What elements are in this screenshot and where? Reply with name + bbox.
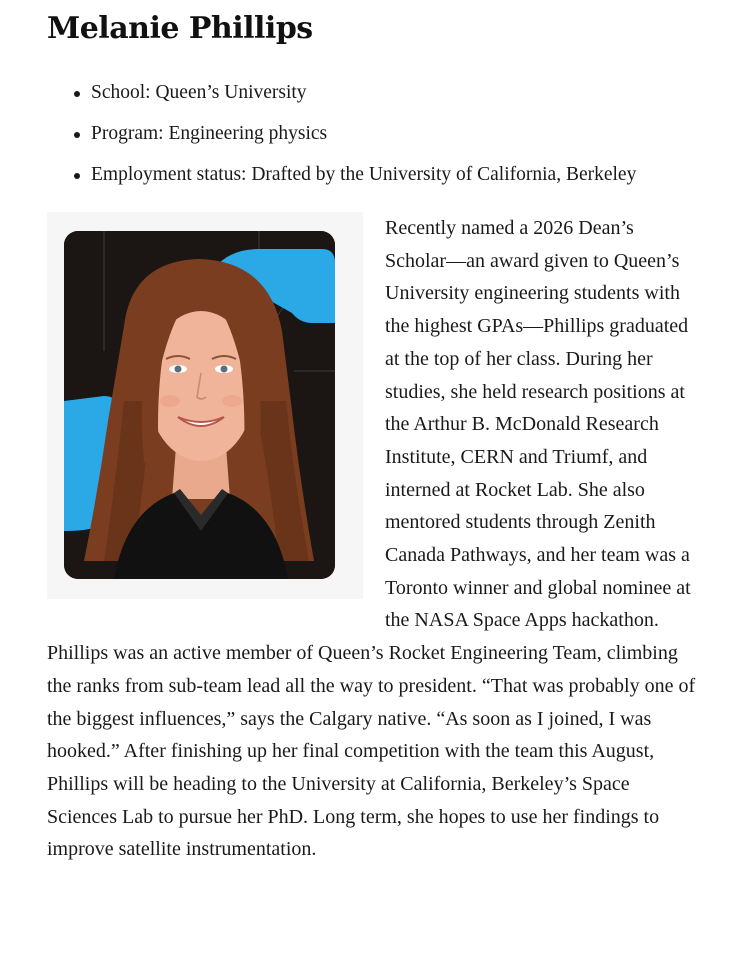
page-title: Melanie Phillips [47, 11, 313, 46]
portrait-photo [64, 231, 335, 579]
fact-school: School: Queen’s University [91, 79, 697, 107]
fact-employment-status: Employment status: Drafted by the University of California, Berkeley [91, 161, 697, 189]
portrait-frame [47, 212, 363, 599]
facts-list [47, 79, 697, 189]
article [47, 0, 697, 866]
portrait-illustration [64, 231, 335, 579]
story-text: Recently named a 2026 Dean’s Scholar—an award given to Queen’s University engineering students with the highest GPAs—Phillips graduated at the top of her class. During her studies, she held research positions at the Arthur B. McDonald Research Institute, CERN and Triumf, and interned at Rocket Lab. She also mentored students through Zenith Canada Pathways, and her team was a Toronto winner and global nominee at the NASA Space Apps hackathon. Phillips was an active member of Queen’s Rocket Engineering Team, climbing the ranks from sub-team lead all the way to president. “That was probably one of the biggest influences,” says the Calgary native. “As soon as I joined, I was hooked.” After finishing up her final competition with the team this August, Phillips will be heading to the University at California, Berkeley’s Space Sciences Lab to pursue her PhD. Long term, she hopes to use her findings to improve satellite instrumentation. [47, 217, 696, 861]
story-body [47, 212, 697, 866]
fact-program: Program: Engineering physics [91, 120, 697, 148]
